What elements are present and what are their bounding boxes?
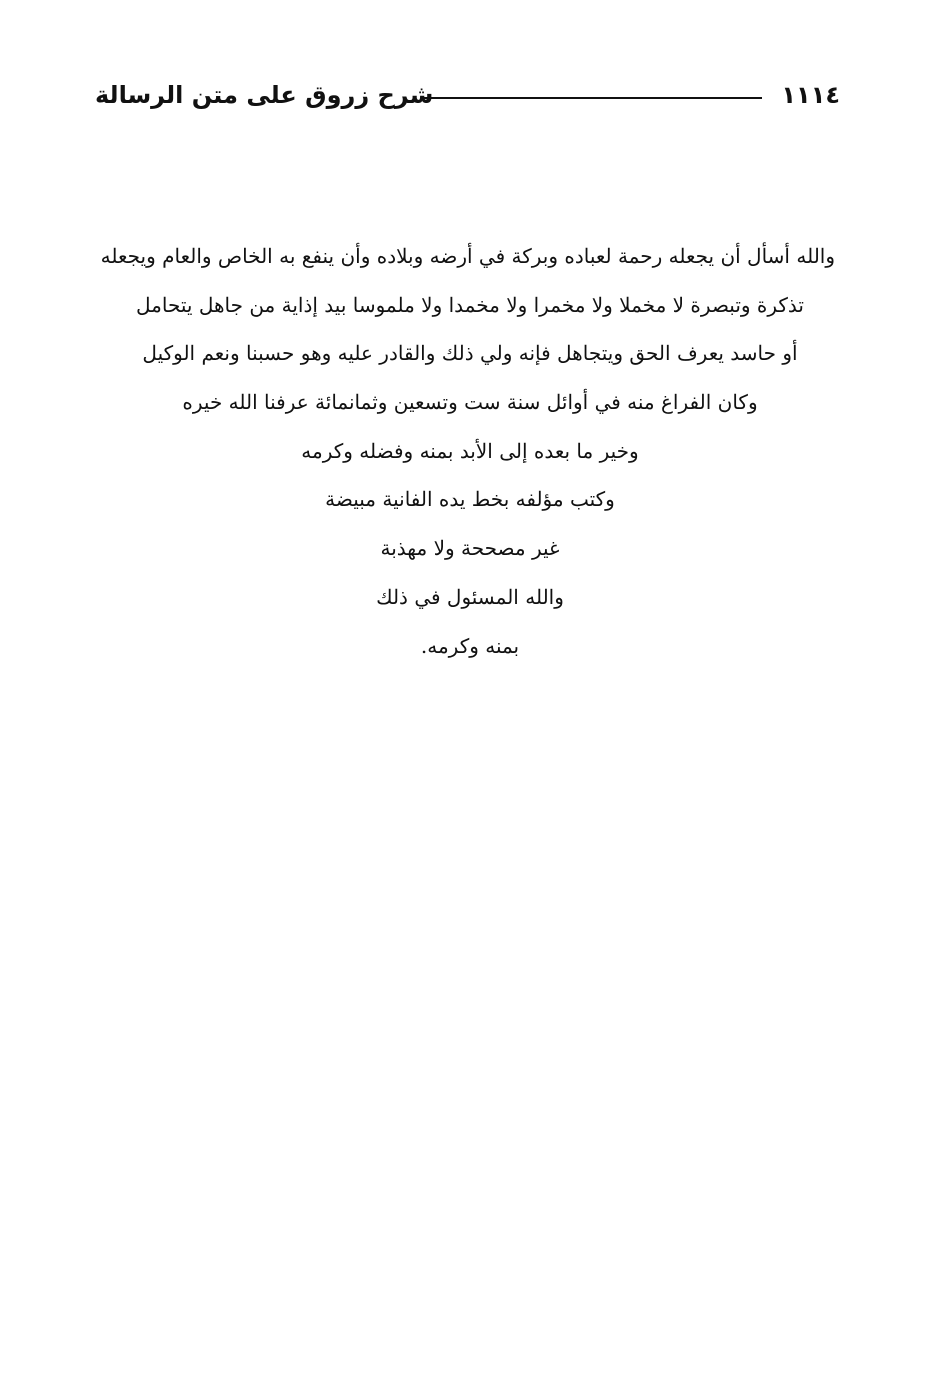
colophon-text <box>100 232 835 670</box>
text-line: أو حاسد يعرف الحق ويتجاهل فإنه ولي ذلك والقادر عليه وهو حسبنا ونعم الوكيل <box>142 341 798 366</box>
text-line: غير مصححة ولا مهذبة <box>380 536 560 561</box>
page-number: ١١١٤ <box>781 81 840 109</box>
text-line: والله المسئول في ذلك <box>376 584 564 609</box>
header-rule <box>422 97 762 99</box>
text-line: وكان الفراغ منه في أوائل سنة ست وتسعين وثمانمائة عرفنا الله خيره <box>182 390 758 415</box>
text-line: تذكرة وتبصرة لا مخملا ولا مخمرا ولا مخمدا ولا ملموسا بيد إذاية من جاهل يتحامل <box>136 292 804 317</box>
text-line: والله أسأل أن يجعله رحمة لعباده وبركة في أرضه وبلاده وأن ينفع به الخاص والعام ويجعله <box>100 244 835 268</box>
text-line: بمنه وكرمه. <box>420 633 520 658</box>
text-line: وخير ما بعده إلى الأبد بمنه وفضله وكرمه <box>301 438 639 463</box>
running-header <box>95 78 840 118</box>
running-title: شرح زروق على متن الرسالة <box>95 81 434 109</box>
text-line: وكتب مؤلفه بخط يده الفانية مبيضة <box>325 487 615 512</box>
